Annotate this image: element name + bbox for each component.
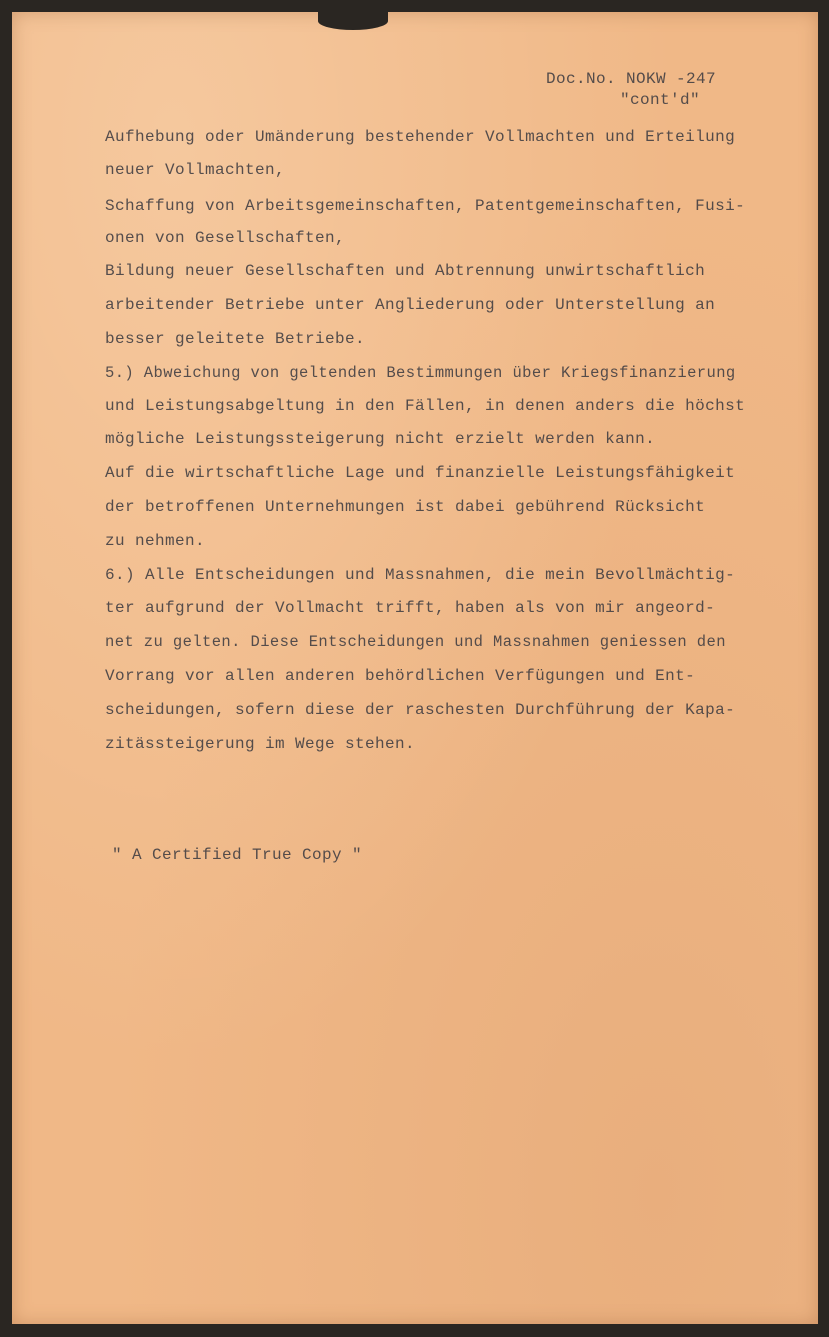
body-line: Auf die wirtschaftliche Lage und finanzielle Leistungsfähigkeit [105, 464, 736, 482]
body-line: Vorrang vor allen anderen behördlichen Verfügungen und Ent- [105, 667, 696, 685]
body-line: zitässteigerung im Wege stehen. [105, 735, 416, 753]
continued-marker: "cont'd" [620, 91, 701, 109]
body-line: zu nehmen. [105, 532, 206, 550]
body-line: neuer Vollmachten, [105, 161, 286, 179]
body-line: ter aufgrund der Vollmacht trifft, haben als von mir angeord- [105, 599, 716, 617]
body-line: Schaffung von Arbeitsgemeinschaften, Patentgemeinschaften, Fusi- [105, 197, 746, 215]
certification-stamp: " A Certified True Copy " [112, 846, 363, 864]
body-line: onen von Gesellschaften, [105, 229, 346, 247]
body-line: Bildung neuer Gesellschaften und Abtrennung unwirtschaftlich [105, 262, 706, 280]
body-line: der betroffenen Unternehmungen ist dabei gebührend Rücksicht [105, 498, 706, 516]
body-line: 6.) Alle Entscheidungen und Massnahmen, die mein Bevollmächtig- [105, 566, 736, 584]
body-line: scheidungen, sofern diese der raschesten Durchführung der Kapa- [105, 701, 736, 719]
body-line: besser geleitete Betriebe. [105, 330, 366, 348]
body-line: arbeitender Betriebe unter Angliederung oder Unterstellung an [105, 296, 716, 314]
body-line: mögliche Leistungssteigerung nicht erzielt werden kann. [105, 430, 656, 448]
body-line: 5.) Abweichung von geltenden Bestimmungen über Kriegsfinanzierung [105, 364, 736, 382]
body-line: und Leistungsabgeltung in den Fällen, in denen anders die höchst [105, 397, 746, 415]
body-line: Aufhebung oder Umänderung bestehender Vollmachten und Erteilung [105, 128, 736, 146]
body-line: net zu gelten. Diese Entscheidungen und Massnahmen geniessen den [105, 633, 726, 651]
doc-number: Doc.No. NOKW -247 [546, 70, 717, 88]
